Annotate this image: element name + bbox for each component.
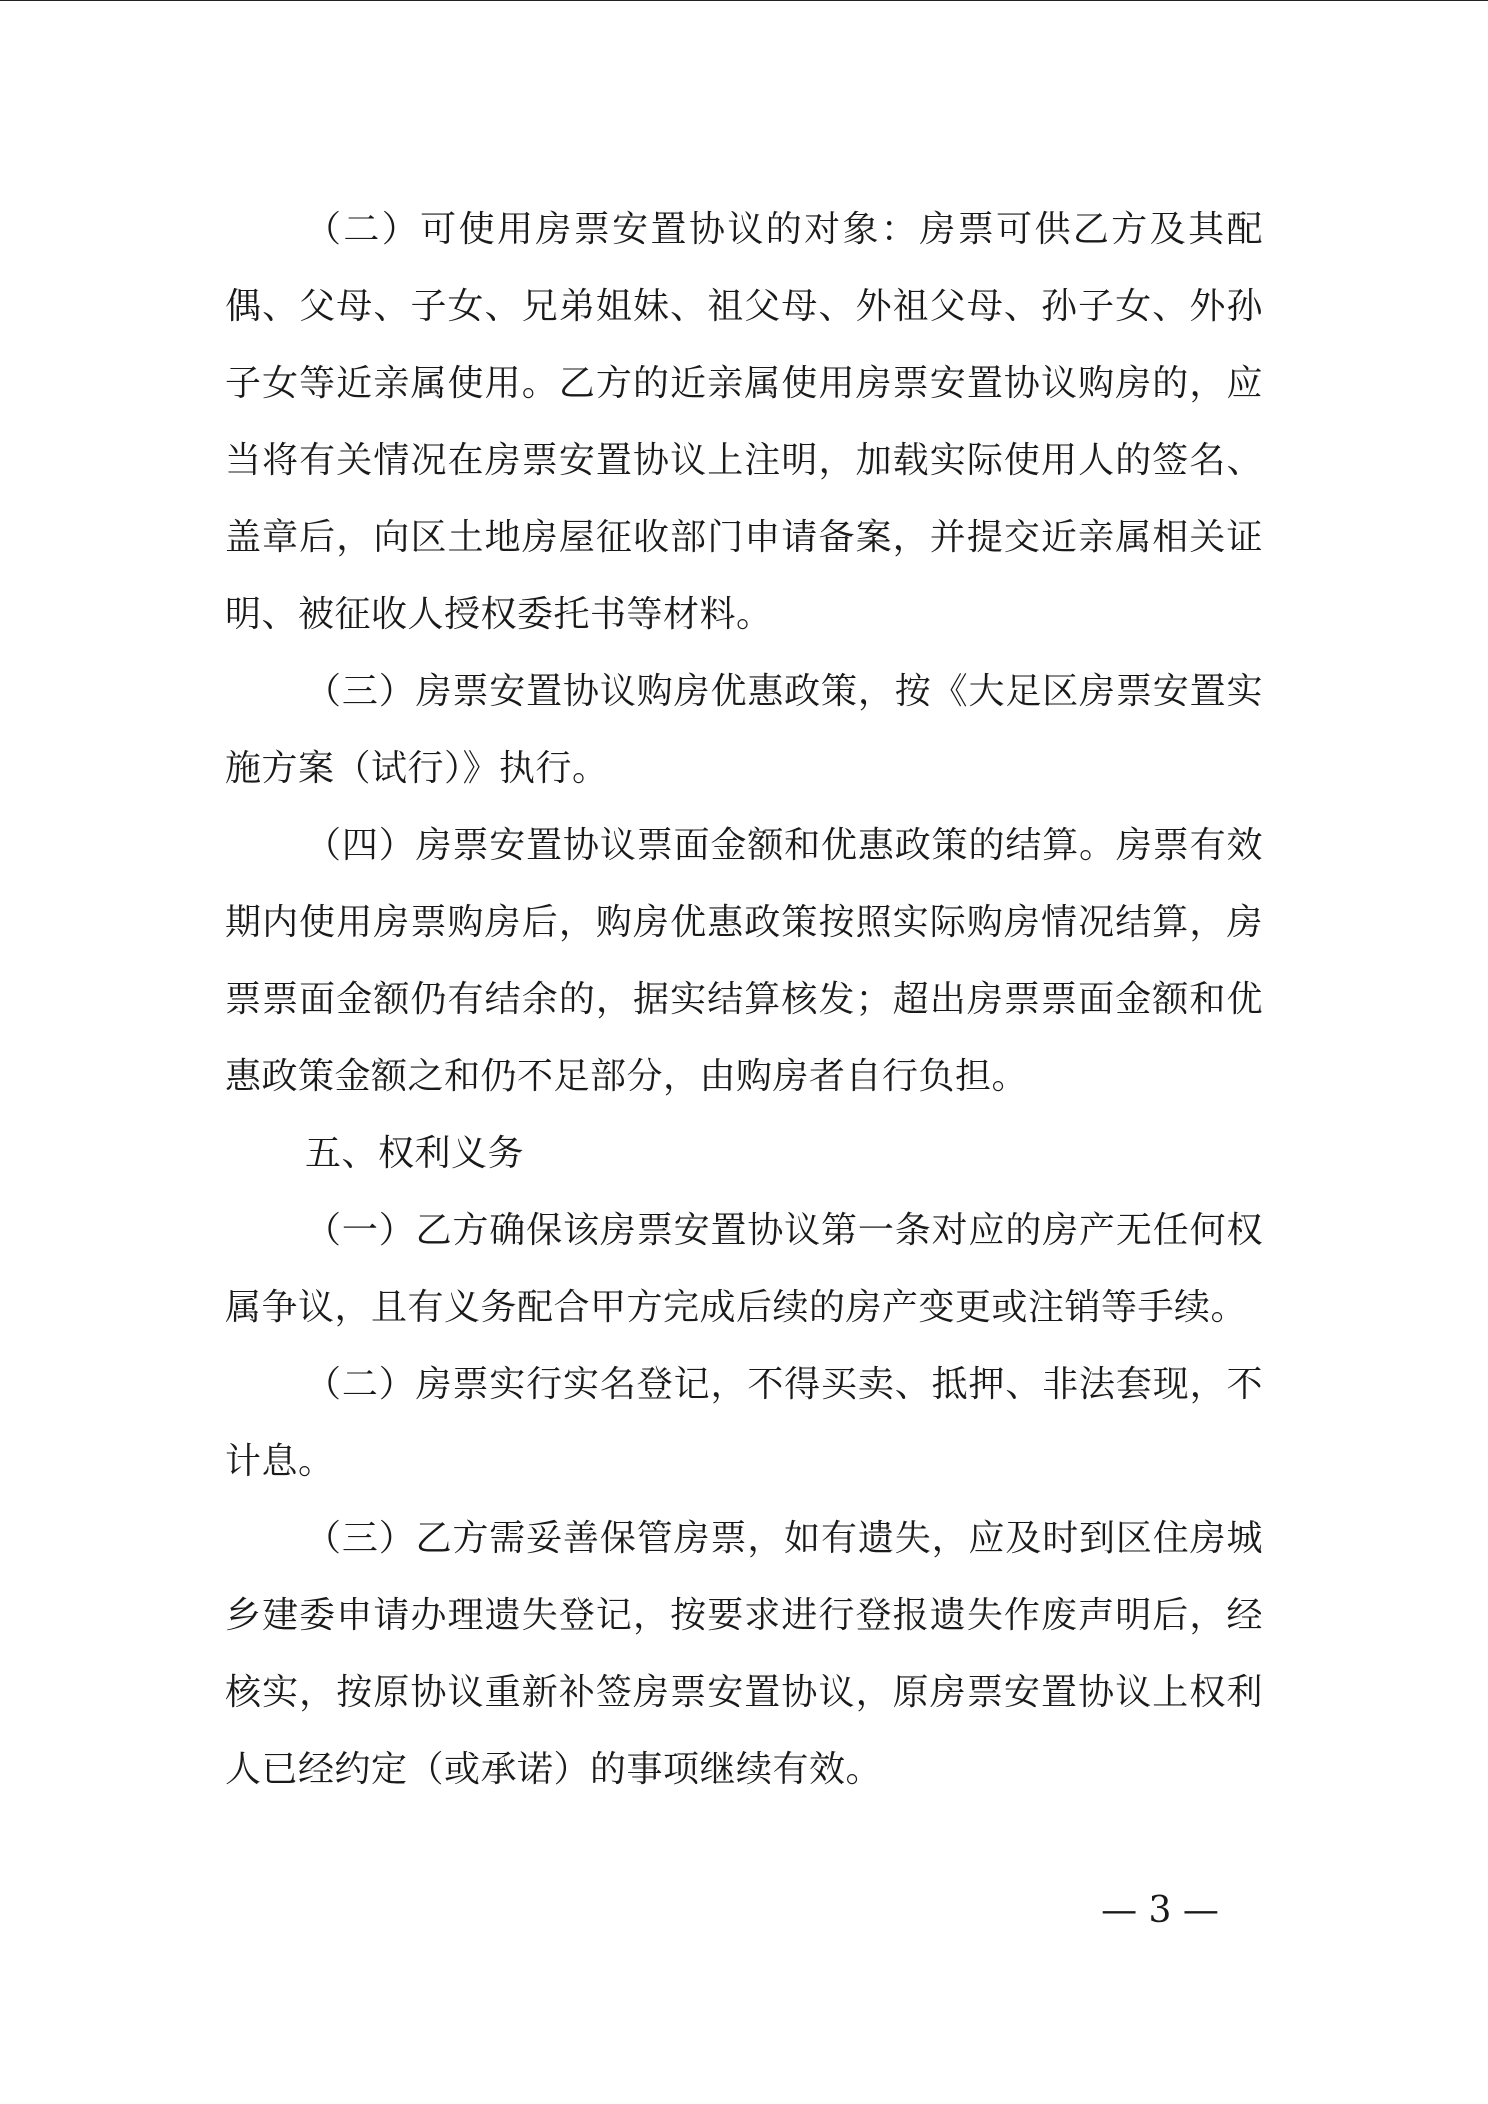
paragraph-use-targets: （二）可使用房票安置协议的对象：房票可供乙方及其配偶、父母、子女、兄弟姐妹、祖父母、外祖父母、孙子女、外孙子女等近亲属使用。乙方的近亲属使用房票安置协议购房的，应当将有关情况在房票安置协议上注明，加载实际使用人的签名、盖章后，向区土地房屋征收部门申请备案，并提交近亲属相关证明、被征收人授权委托书等材料。 [225,209,1263,635]
paragraph-property-dispute: （一）乙方确保该房票安置协议第一条对应的房产无任何权属争议，且有义务配合甲方完成后续的房产变更或注销等手续。 [225,1210,1263,1328]
document-body [225,191,1263,1808]
page-number: — 3 — [1101,1890,1219,1931]
paragraph-discount-policy: （三）房票安置协议购房优惠政策，按《大足区房票安置实施方案（试行）》执行。 [225,671,1263,789]
paragraph-real-name: （二）房票实行实名登记，不得买卖、抵押、非法套现，不计息。 [225,1364,1263,1482]
paragraph-settlement: （四）房票安置协议票面金额和优惠政策的结算。房票有效期内使用房票购房后，购房优惠政策按照实际购房情况结算，房票票面金额仍有结余的，据实结算核发；超出房票票面金额和优惠政策金额之和仍不足部分，由购房者自行负担。 [225,825,1263,1097]
paragraph-loss-reissue: （三）乙方需妥善保管房票，如有遗失，应及时到区住房城乡建委申请办理遗失登记，按要求进行登报遗失作废声明后，经核实，按原协议重新补签房票安置协议，原房票安置协议上权利人已经约定（或承诺）的事项继续有效。 [225,1518,1263,1790]
section-heading-rights-obligations: 五、权利义务 [305,1133,525,1174]
